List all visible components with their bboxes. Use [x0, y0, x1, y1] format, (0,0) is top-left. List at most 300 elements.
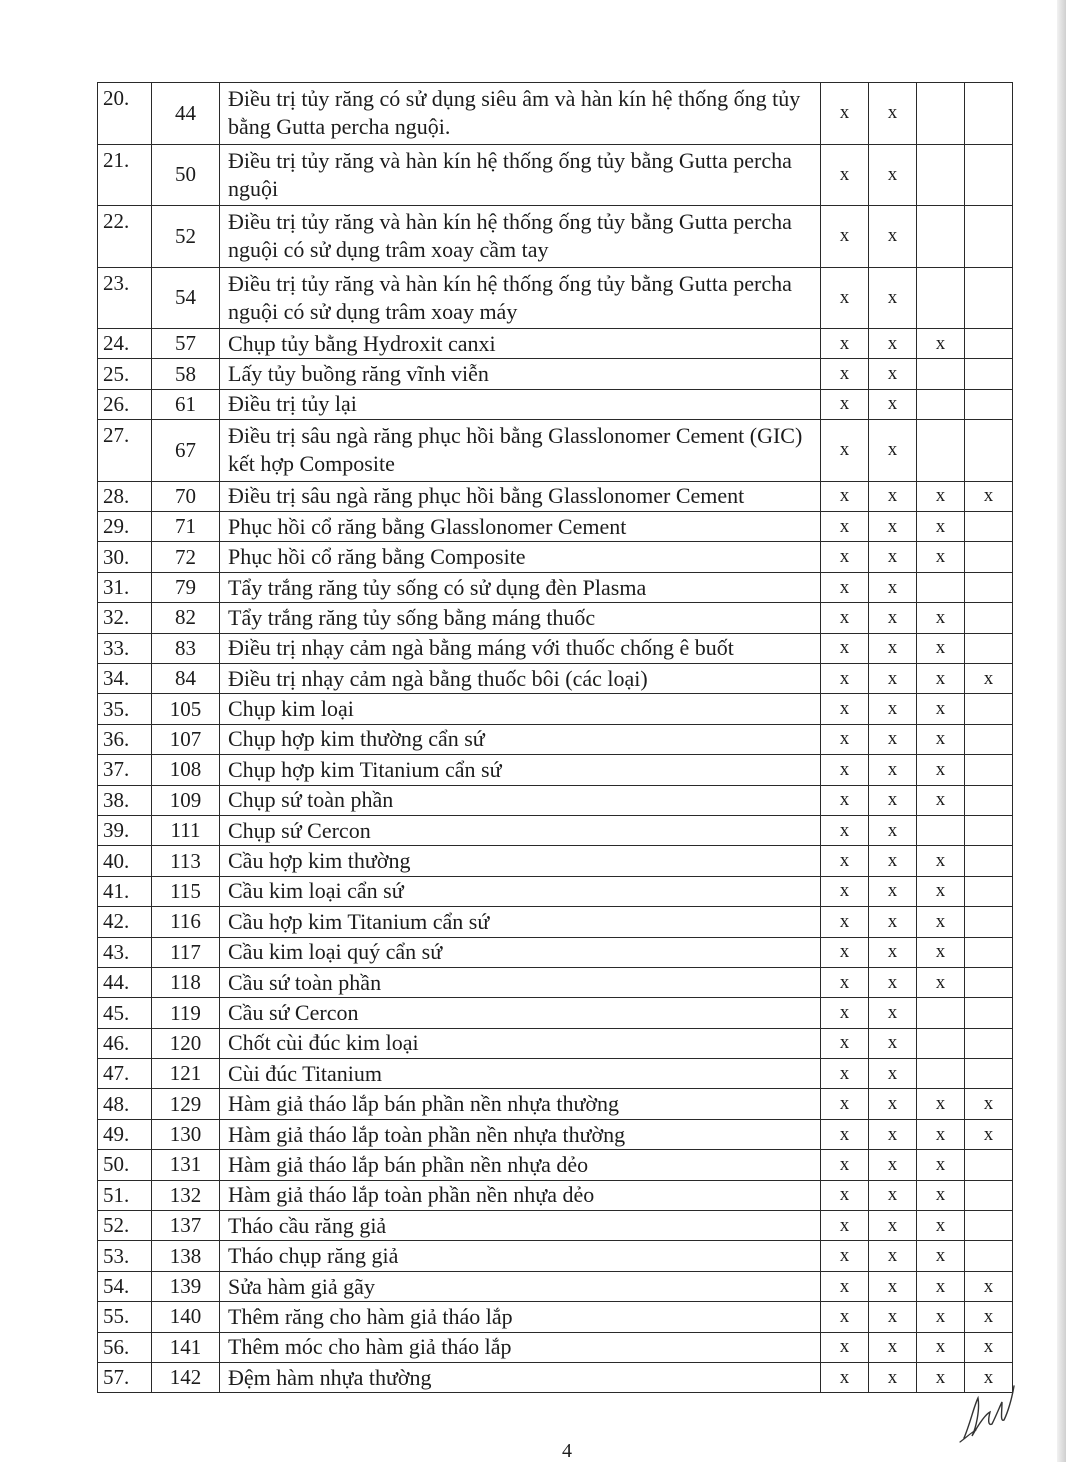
- level-4-mark-cell: [965, 206, 1013, 268]
- procedure-code-cell: 131: [152, 1150, 220, 1180]
- level-1-mark-cell: x: [821, 1271, 869, 1301]
- level-1-mark-cell: x: [821, 1241, 869, 1271]
- procedure-name-cell: Hàm giả tháo lắp bán phần nền nhựa thường: [220, 1089, 821, 1119]
- table-row: [98, 998, 1013, 1028]
- table-row: [98, 144, 1013, 206]
- level-4-mark-cell: [965, 785, 1013, 815]
- row-number-cell: 45.: [98, 998, 152, 1028]
- procedure-code-cell: 119: [152, 998, 220, 1028]
- procedure-name-cell: Tẩy trắng răng tủy sống có sử dụng đèn Plasma: [220, 572, 821, 602]
- procedure-name-cell: Cầu sứ Cercon: [220, 998, 821, 1028]
- level-1-mark-cell: x: [821, 359, 869, 389]
- level-4-mark-cell: [965, 83, 1013, 145]
- level-3-mark-cell: x: [917, 633, 965, 663]
- level-4-mark-cell: x: [965, 1119, 1013, 1149]
- row-number-cell: 33.: [98, 633, 152, 663]
- row-number-cell: 51.: [98, 1180, 152, 1210]
- level-4-mark-cell: [965, 937, 1013, 967]
- level-2-mark-cell: x: [869, 389, 917, 419]
- table-row: [98, 1363, 1013, 1393]
- procedure-name-cell: Điều trị nhạy cảm ngà bằng thuốc bôi (các loại): [220, 664, 821, 694]
- procedure-code-cell: 141: [152, 1332, 220, 1362]
- row-number-cell: 46.: [98, 1028, 152, 1058]
- level-4-mark-cell: [965, 694, 1013, 724]
- procedure-name-cell: Hàm giả tháo lắp toàn phần nền nhựa dẻo: [220, 1180, 821, 1210]
- level-3-mark-cell: x: [917, 1271, 965, 1301]
- level-3-mark-cell: x: [917, 603, 965, 633]
- row-number-cell: 36.: [98, 724, 152, 754]
- level-2-mark-cell: x: [869, 542, 917, 572]
- level-3-mark-cell: x: [917, 846, 965, 876]
- row-number-cell: 26.: [98, 389, 152, 419]
- level-1-mark-cell: x: [821, 389, 869, 419]
- level-3-mark-cell: [917, 389, 965, 419]
- level-2-mark-cell: x: [869, 206, 917, 268]
- level-2-mark-cell: x: [869, 1211, 917, 1241]
- level-4-mark-cell: [965, 724, 1013, 754]
- level-4-mark-cell: [965, 329, 1013, 359]
- procedure-code-cell: 129: [152, 1089, 220, 1119]
- level-4-mark-cell: x: [965, 481, 1013, 511]
- procedure-code-cell: 83: [152, 633, 220, 663]
- level-2-mark-cell: x: [869, 481, 917, 511]
- row-number-cell: 50.: [98, 1150, 152, 1180]
- level-3-mark-cell: [917, 83, 965, 145]
- level-3-mark-cell: [917, 815, 965, 845]
- row-number-cell: 22.: [98, 206, 152, 268]
- procedure-code-cell: 79: [152, 572, 220, 602]
- level-3-mark-cell: x: [917, 664, 965, 694]
- level-2-mark-cell: x: [869, 144, 917, 206]
- level-3-mark-cell: x: [917, 542, 965, 572]
- procedure-code-cell: 105: [152, 694, 220, 724]
- table-row: [98, 572, 1013, 602]
- procedure-code-cell: 50: [152, 144, 220, 206]
- level-3-mark-cell: x: [917, 1363, 965, 1393]
- row-number-cell: 28.: [98, 481, 152, 511]
- table-row: [98, 83, 1013, 145]
- level-3-mark-cell: [917, 1028, 965, 1058]
- procedure-name-cell: Cầu hợp kim Titanium cẩn sứ: [220, 907, 821, 937]
- table-row: [98, 755, 1013, 785]
- level-1-mark-cell: x: [821, 1059, 869, 1089]
- procedure-name-cell: Điều trị tủy răng và hàn kín hệ thống ống tủy bằng Gutta percha nguội có sử dụng trâm xoay cầm tay: [220, 206, 821, 268]
- level-1-mark-cell: x: [821, 144, 869, 206]
- level-1-mark-cell: x: [821, 1363, 869, 1393]
- level-1-mark-cell: x: [821, 83, 869, 145]
- table-row: [98, 907, 1013, 937]
- level-3-mark-cell: x: [917, 481, 965, 511]
- procedure-name-cell: Tháo chụp răng giả: [220, 1241, 821, 1271]
- level-3-mark-cell: x: [917, 1302, 965, 1332]
- row-number-cell: 57.: [98, 1363, 152, 1393]
- table-row: [98, 389, 1013, 419]
- level-2-mark-cell: x: [869, 420, 917, 482]
- procedure-code-cell: 61: [152, 389, 220, 419]
- procedure-code-cell: 57: [152, 329, 220, 359]
- level-1-mark-cell: x: [821, 542, 869, 572]
- level-1-mark-cell: x: [821, 846, 869, 876]
- level-3-mark-cell: x: [917, 1241, 965, 1271]
- level-3-mark-cell: x: [917, 1211, 965, 1241]
- level-3-mark-cell: x: [917, 967, 965, 997]
- procedure-code-cell: 58: [152, 359, 220, 389]
- procedure-code-cell: 121: [152, 1059, 220, 1089]
- procedure-code-cell: 71: [152, 512, 220, 542]
- procedure-name-cell: Hàm giả tháo lắp toàn phần nền nhựa thường: [220, 1119, 821, 1149]
- level-3-mark-cell: x: [917, 512, 965, 542]
- level-2-mark-cell: x: [869, 359, 917, 389]
- table-row: [98, 512, 1013, 542]
- procedure-table: [97, 82, 1013, 1393]
- level-2-mark-cell: x: [869, 1271, 917, 1301]
- level-2-mark-cell: x: [869, 998, 917, 1028]
- level-2-mark-cell: x: [869, 267, 917, 329]
- level-2-mark-cell: x: [869, 694, 917, 724]
- row-number-cell: 48.: [98, 1089, 152, 1119]
- level-3-mark-cell: x: [917, 785, 965, 815]
- level-3-mark-cell: x: [917, 876, 965, 906]
- row-number-cell: 30.: [98, 542, 152, 572]
- table-row: [98, 1150, 1013, 1180]
- procedure-code-cell: 84: [152, 664, 220, 694]
- level-2-mark-cell: x: [869, 329, 917, 359]
- level-1-mark-cell: x: [821, 815, 869, 845]
- level-1-mark-cell: x: [821, 1332, 869, 1362]
- level-4-mark-cell: [965, 907, 1013, 937]
- level-4-mark-cell: [965, 1150, 1013, 1180]
- level-3-mark-cell: [917, 206, 965, 268]
- procedure-name-cell: Cầu hợp kim thường: [220, 846, 821, 876]
- level-1-mark-cell: x: [821, 603, 869, 633]
- level-2-mark-cell: x: [869, 846, 917, 876]
- level-1-mark-cell: x: [821, 633, 869, 663]
- table-row: [98, 1211, 1013, 1241]
- procedure-name-cell: Chụp tủy bằng Hydroxit canxi: [220, 329, 821, 359]
- procedure-code-cell: 116: [152, 907, 220, 937]
- level-1-mark-cell: x: [821, 572, 869, 602]
- level-2-mark-cell: x: [869, 512, 917, 542]
- level-3-mark-cell: x: [917, 1119, 965, 1149]
- procedure-name-cell: Chụp hợp kim thường cẩn sứ: [220, 724, 821, 754]
- procedure-code-cell: 109: [152, 785, 220, 815]
- level-3-mark-cell: x: [917, 724, 965, 754]
- procedure-name-cell: Chốt cùi đúc kim loại: [220, 1028, 821, 1058]
- level-4-mark-cell: [965, 144, 1013, 206]
- procedure-code-cell: 139: [152, 1271, 220, 1301]
- procedure-code-cell: 113: [152, 846, 220, 876]
- level-1-mark-cell: x: [821, 1089, 869, 1119]
- procedure-code-cell: 70: [152, 481, 220, 511]
- level-2-mark-cell: x: [869, 1363, 917, 1393]
- level-2-mark-cell: x: [869, 876, 917, 906]
- procedure-code-cell: 120: [152, 1028, 220, 1058]
- procedure-name-cell: Cầu kim loại quý cẩn sứ: [220, 937, 821, 967]
- table-row: [98, 967, 1013, 997]
- level-1-mark-cell: x: [821, 1302, 869, 1332]
- procedure-name-cell: Điều trị sâu ngà răng phục hồi bằng Glasslonomer Cement: [220, 481, 821, 511]
- level-2-mark-cell: x: [869, 83, 917, 145]
- level-2-mark-cell: x: [869, 633, 917, 663]
- level-2-mark-cell: x: [869, 1089, 917, 1119]
- level-1-mark-cell: x: [821, 267, 869, 329]
- row-number-cell: 56.: [98, 1332, 152, 1362]
- level-4-mark-cell: x: [965, 1089, 1013, 1119]
- level-2-mark-cell: x: [869, 572, 917, 602]
- level-3-mark-cell: x: [917, 1150, 965, 1180]
- level-1-mark-cell: x: [821, 694, 869, 724]
- table-row: [98, 694, 1013, 724]
- level-1-mark-cell: x: [821, 329, 869, 359]
- table-row: [98, 1302, 1013, 1332]
- level-3-mark-cell: x: [917, 937, 965, 967]
- table-row: [98, 542, 1013, 572]
- procedure-code-cell: 44: [152, 83, 220, 145]
- level-2-mark-cell: x: [869, 755, 917, 785]
- level-1-mark-cell: x: [821, 664, 869, 694]
- level-4-mark-cell: x: [965, 1332, 1013, 1362]
- table-row: [98, 937, 1013, 967]
- procedure-code-cell: 117: [152, 937, 220, 967]
- row-number-cell: 42.: [98, 907, 152, 937]
- level-2-mark-cell: x: [869, 724, 917, 754]
- procedure-code-cell: 107: [152, 724, 220, 754]
- level-4-mark-cell: [965, 755, 1013, 785]
- row-number-cell: 25.: [98, 359, 152, 389]
- level-3-mark-cell: x: [917, 1089, 965, 1119]
- procedure-table-wrapper: [97, 82, 1013, 1393]
- table-row: [98, 1271, 1013, 1301]
- page-edge-shadow: [1057, 0, 1066, 1462]
- table-row: [98, 206, 1013, 268]
- table-row: [98, 267, 1013, 329]
- table-row: [98, 1332, 1013, 1362]
- procedure-code-cell: 111: [152, 815, 220, 845]
- level-4-mark-cell: [965, 1059, 1013, 1089]
- level-1-mark-cell: x: [821, 876, 869, 906]
- row-number-cell: 34.: [98, 664, 152, 694]
- table-row: [98, 420, 1013, 482]
- procedure-name-cell: Chụp kim loại: [220, 694, 821, 724]
- procedure-name-cell: Điều trị tủy răng có sử dụng siêu âm và hàn kín hệ thống ống tủy bằng Gutta percha nguội.: [220, 83, 821, 145]
- procedure-name-cell: Phục hồi cổ răng bằng Composite: [220, 542, 821, 572]
- table-row: [98, 876, 1013, 906]
- level-2-mark-cell: x: [869, 937, 917, 967]
- table-row: [98, 1119, 1013, 1149]
- table-row: [98, 633, 1013, 663]
- table-row: [98, 785, 1013, 815]
- level-2-mark-cell: x: [869, 815, 917, 845]
- procedure-code-cell: 140: [152, 1302, 220, 1332]
- row-number-cell: 29.: [98, 512, 152, 542]
- level-1-mark-cell: x: [821, 724, 869, 754]
- row-number-cell: 27.: [98, 420, 152, 482]
- level-1-mark-cell: x: [821, 755, 869, 785]
- row-number-cell: 52.: [98, 1211, 152, 1241]
- level-2-mark-cell: x: [869, 1150, 917, 1180]
- level-4-mark-cell: x: [965, 1363, 1013, 1393]
- level-4-mark-cell: [965, 512, 1013, 542]
- level-4-mark-cell: [965, 876, 1013, 906]
- procedure-name-cell: Đệm hàm nhựa thường: [220, 1363, 821, 1393]
- level-1-mark-cell: x: [821, 1028, 869, 1058]
- level-3-mark-cell: [917, 144, 965, 206]
- row-number-cell: 44.: [98, 967, 152, 997]
- row-number-cell: 43.: [98, 937, 152, 967]
- level-4-mark-cell: [965, 389, 1013, 419]
- row-number-cell: 53.: [98, 1241, 152, 1271]
- level-2-mark-cell: x: [869, 664, 917, 694]
- procedure-code-cell: 132: [152, 1180, 220, 1210]
- level-2-mark-cell: x: [869, 1059, 917, 1089]
- table-row: [98, 664, 1013, 694]
- procedure-code-cell: 118: [152, 967, 220, 997]
- level-1-mark-cell: x: [821, 420, 869, 482]
- row-number-cell: 41.: [98, 876, 152, 906]
- level-4-mark-cell: [965, 998, 1013, 1028]
- level-4-mark-cell: [965, 267, 1013, 329]
- signature-initials: [958, 1376, 1020, 1451]
- procedure-code-cell: 52: [152, 206, 220, 268]
- row-number-cell: 47.: [98, 1059, 152, 1089]
- level-3-mark-cell: x: [917, 329, 965, 359]
- procedure-name-cell: Chụp sứ toàn phần: [220, 785, 821, 815]
- level-3-mark-cell: [917, 267, 965, 329]
- level-1-mark-cell: x: [821, 998, 869, 1028]
- procedure-code-cell: 130: [152, 1119, 220, 1149]
- table-row: [98, 1180, 1013, 1210]
- level-2-mark-cell: x: [869, 1332, 917, 1362]
- procedure-name-cell: Sửa hàm giả gãy: [220, 1271, 821, 1301]
- procedure-name-cell: Thêm móc cho hàm giả tháo lắp: [220, 1332, 821, 1362]
- row-number-cell: 39.: [98, 815, 152, 845]
- level-3-mark-cell: [917, 1059, 965, 1089]
- level-3-mark-cell: x: [917, 1332, 965, 1362]
- level-1-mark-cell: x: [821, 1211, 869, 1241]
- level-1-mark-cell: x: [821, 937, 869, 967]
- row-number-cell: 54.: [98, 1271, 152, 1301]
- procedure-name-cell: Điều trị sâu ngà răng phục hồi bằng Glasslonomer Cement (GIC) kết hợp Composite: [220, 420, 821, 482]
- level-4-mark-cell: [965, 359, 1013, 389]
- level-4-mark-cell: [965, 542, 1013, 572]
- table-row: [98, 846, 1013, 876]
- row-number-cell: 21.: [98, 144, 152, 206]
- procedure-name-cell: Điều trị tủy răng và hàn kín hệ thống ống tủy bằng Gutta percha nguội có sử dụng trâm xoay máy: [220, 267, 821, 329]
- level-4-mark-cell: [965, 420, 1013, 482]
- level-3-mark-cell: x: [917, 907, 965, 937]
- level-1-mark-cell: x: [821, 481, 869, 511]
- procedure-name-cell: Lấy tủy buồng răng vĩnh viễn: [220, 359, 821, 389]
- level-4-mark-cell: [965, 572, 1013, 602]
- procedure-name-cell: Phục hồi cổ răng bằng Glasslonomer Cement: [220, 512, 821, 542]
- level-1-mark-cell: x: [821, 907, 869, 937]
- table-row: [98, 329, 1013, 359]
- level-2-mark-cell: x: [869, 603, 917, 633]
- level-1-mark-cell: x: [821, 1119, 869, 1149]
- level-2-mark-cell: x: [869, 1180, 917, 1210]
- procedure-name-cell: Điều trị nhạy cảm ngà bằng máng với thuốc chống ê buốt: [220, 633, 821, 663]
- level-2-mark-cell: x: [869, 1302, 917, 1332]
- level-4-mark-cell: [965, 1028, 1013, 1058]
- procedure-table-body: [98, 83, 1013, 1393]
- procedure-name-cell: Cầu sứ toàn phần: [220, 967, 821, 997]
- table-row: [98, 1028, 1013, 1058]
- table-row: [98, 359, 1013, 389]
- row-number-cell: 49.: [98, 1119, 152, 1149]
- row-number-cell: 23.: [98, 267, 152, 329]
- table-row: [98, 1059, 1013, 1089]
- level-1-mark-cell: x: [821, 512, 869, 542]
- level-1-mark-cell: x: [821, 967, 869, 997]
- level-4-mark-cell: x: [965, 664, 1013, 694]
- procedure-code-cell: 82: [152, 603, 220, 633]
- procedure-name-cell: Chụp sứ Cercon: [220, 815, 821, 845]
- table-row: [98, 603, 1013, 633]
- row-number-cell: 35.: [98, 694, 152, 724]
- procedure-code-cell: 54: [152, 267, 220, 329]
- procedure-name-cell: Điều trị tủy lại: [220, 389, 821, 419]
- level-1-mark-cell: x: [821, 206, 869, 268]
- table-row: [98, 815, 1013, 845]
- row-number-cell: 40.: [98, 846, 152, 876]
- row-number-cell: 55.: [98, 1302, 152, 1332]
- level-3-mark-cell: [917, 998, 965, 1028]
- procedure-name-cell: Hàm giả tháo lắp bán phần nền nhựa dẻo: [220, 1150, 821, 1180]
- level-3-mark-cell: [917, 420, 965, 482]
- row-number-cell: 20.: [98, 83, 152, 145]
- row-number-cell: 37.: [98, 755, 152, 785]
- level-4-mark-cell: [965, 633, 1013, 663]
- level-4-mark-cell: [965, 1241, 1013, 1271]
- level-4-mark-cell: [965, 603, 1013, 633]
- level-4-mark-cell: [965, 815, 1013, 845]
- level-2-mark-cell: x: [869, 1119, 917, 1149]
- procedure-code-cell: 108: [152, 755, 220, 785]
- level-3-mark-cell: x: [917, 1180, 965, 1210]
- procedure-code-cell: 67: [152, 420, 220, 482]
- level-3-mark-cell: [917, 572, 965, 602]
- row-number-cell: 32.: [98, 603, 152, 633]
- procedure-code-cell: 138: [152, 1241, 220, 1271]
- procedure-name-cell: Tẩy trắng răng tủy sống bằng máng thuốc: [220, 603, 821, 633]
- level-4-mark-cell: [965, 967, 1013, 997]
- level-1-mark-cell: x: [821, 1150, 869, 1180]
- level-2-mark-cell: x: [869, 1241, 917, 1271]
- row-number-cell: 38.: [98, 785, 152, 815]
- table-row: [98, 1089, 1013, 1119]
- procedure-name-cell: Cùi đúc Titanium: [220, 1059, 821, 1089]
- level-2-mark-cell: x: [869, 785, 917, 815]
- table-row: [98, 1241, 1013, 1271]
- signature-scribble: [958, 1376, 1020, 1446]
- table-row: [98, 724, 1013, 754]
- procedure-code-cell: 142: [152, 1363, 220, 1393]
- procedure-name-cell: Thêm răng cho hàm giả tháo lắp: [220, 1302, 821, 1332]
- procedure-code-cell: 137: [152, 1211, 220, 1241]
- level-1-mark-cell: x: [821, 785, 869, 815]
- level-2-mark-cell: x: [869, 907, 917, 937]
- table-row: [98, 481, 1013, 511]
- level-3-mark-cell: [917, 359, 965, 389]
- level-4-mark-cell: [965, 846, 1013, 876]
- level-3-mark-cell: x: [917, 755, 965, 785]
- level-1-mark-cell: x: [821, 1180, 869, 1210]
- level-4-mark-cell: [965, 1211, 1013, 1241]
- level-2-mark-cell: x: [869, 1028, 917, 1058]
- row-number-cell: 31.: [98, 572, 152, 602]
- procedure-name-cell: Tháo cầu răng giả: [220, 1211, 821, 1241]
- page-number: 4: [562, 1440, 572, 1462]
